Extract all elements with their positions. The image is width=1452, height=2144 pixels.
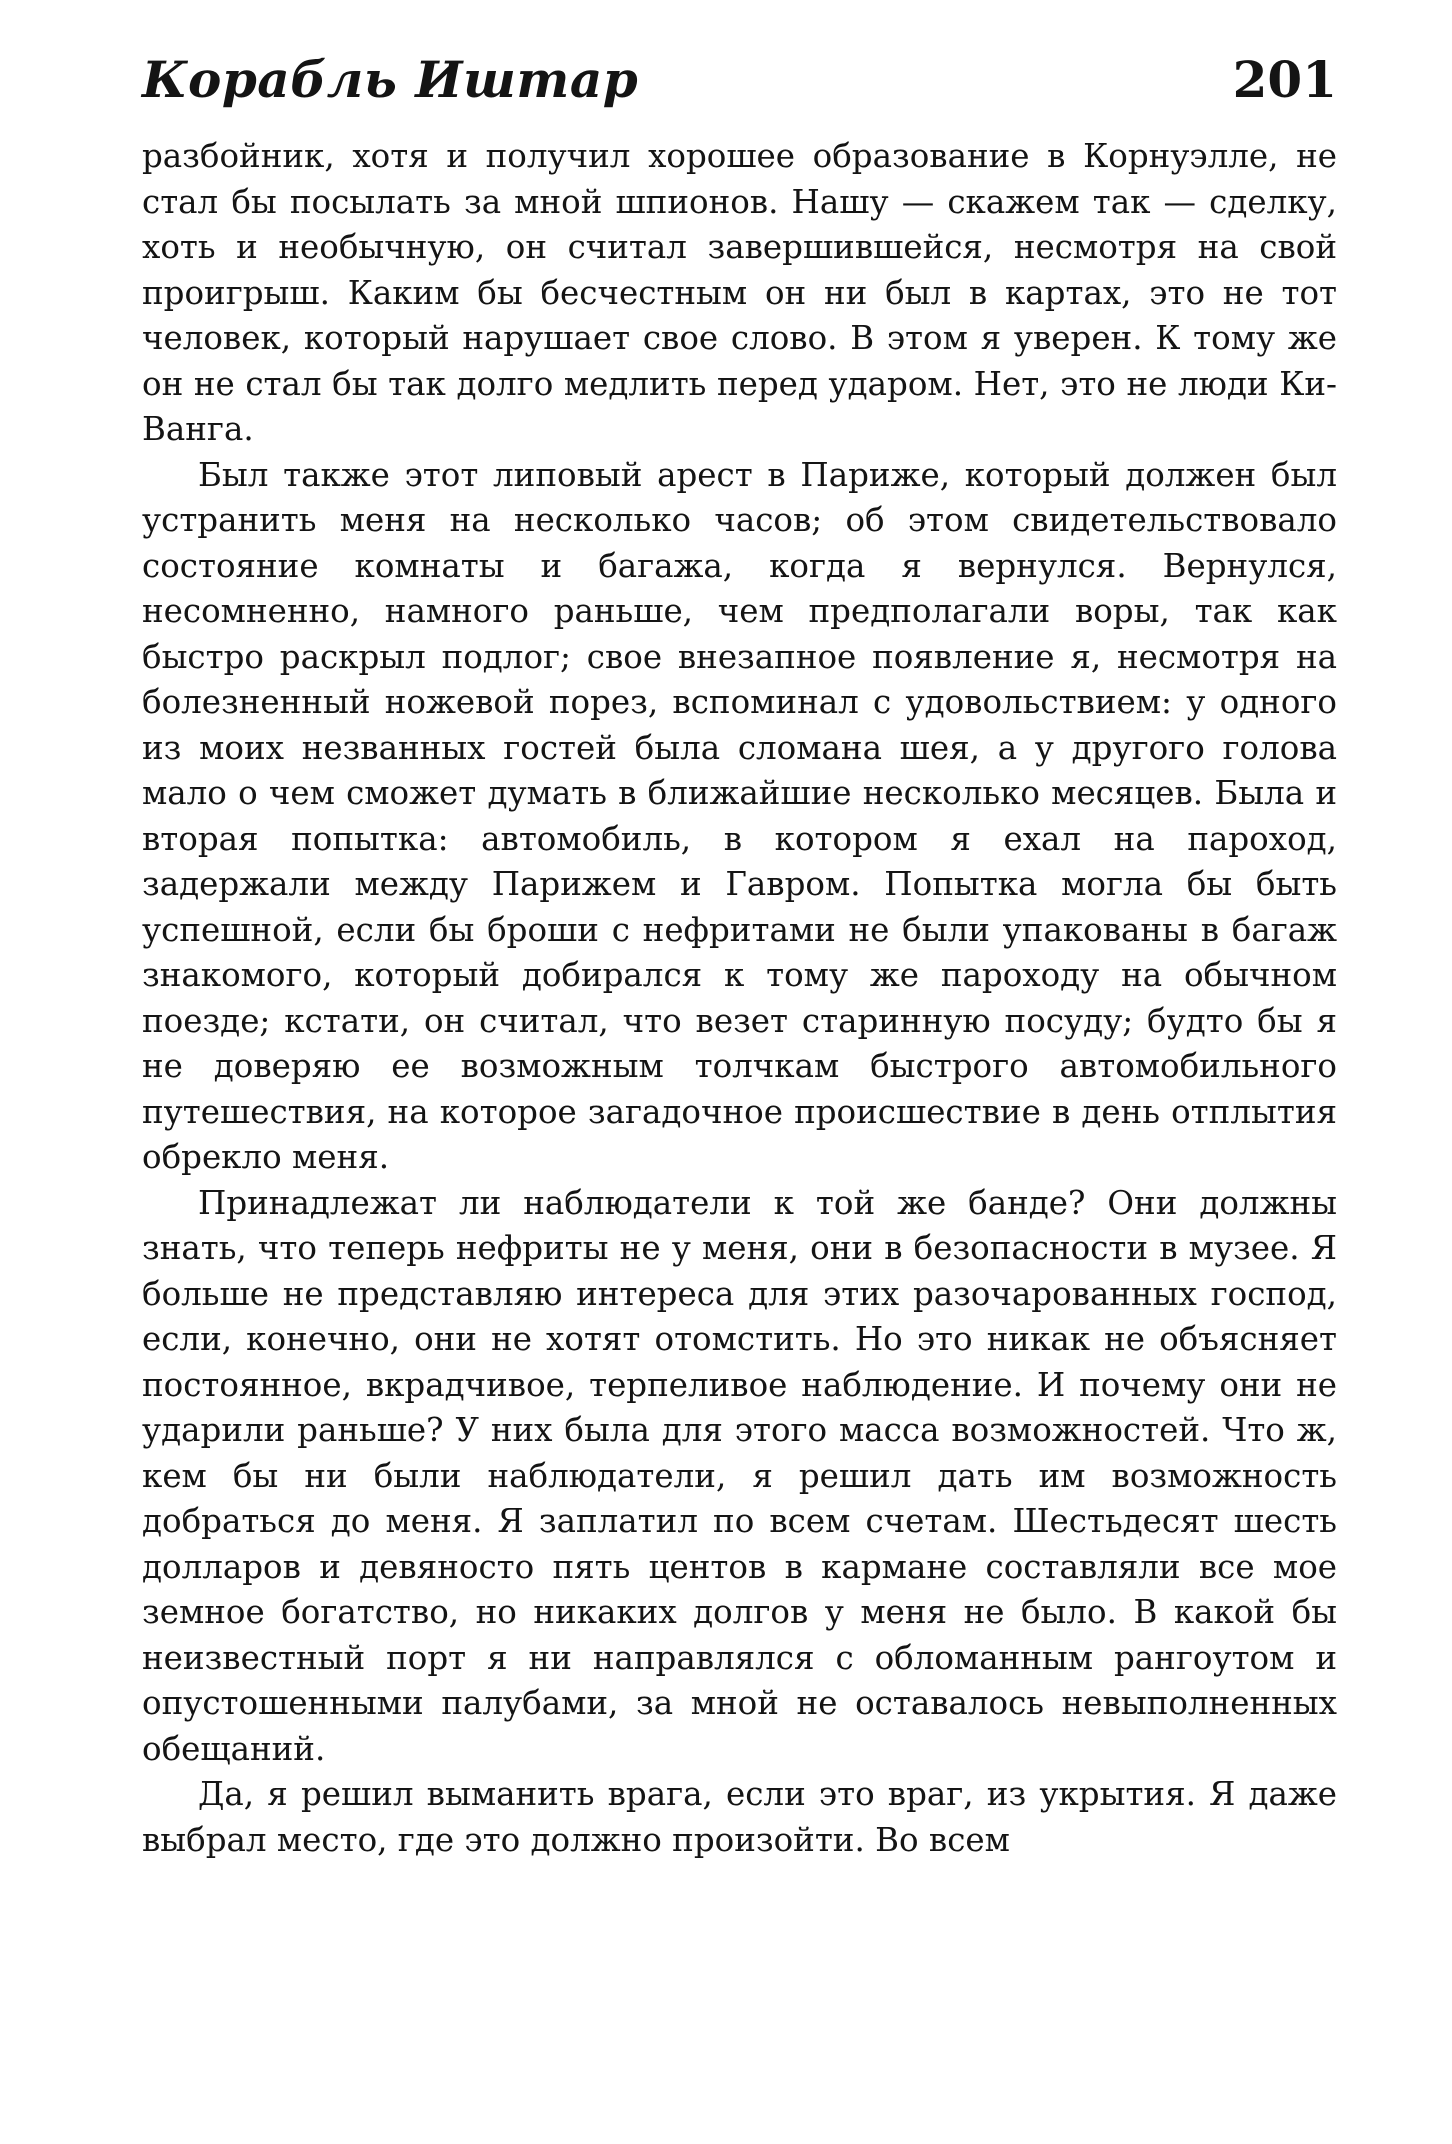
paragraph: Да, я решил выманить врага, если это враг, из укрытия. Я даже выбрал место, где это должно произойти. Во всем	[142, 1775, 1337, 1859]
paragraph: Был также этот липовый арест в Париже, который должен был устранить меня на несколько часов; об этом свидетельствовало состояние комнаты и багажа, когда я вернулся. Вернулся, несомненно, намного раньше, чем предполагали воры, так как быстро раскрыл подлог; свое внезапное появление я, несмотря на болезненный ножевой порез, вспоминал с удовольствием: у одного из моих незванных гостей была сломана шея, а у другого голова мало о чем сможет думать в ближайшие несколько месяцев. Была и вторая попытка: автомобиль, в котором я ехал на пароход, задержали между Парижем и Гавром. Попытка могла бы быть успешной, если бы броши с нефритами не были упакованы в багаж знакомого, который добирался к тому же пароходу на обычном поезде; кстати, он считал, что везет старинную посуду; будто бы я не доверяю ее возможным толчкам быстрого автомобильного путешествия, на которое загадочное происшествие в день отплытия обрекло меня.	[142, 455, 1337, 1176]
paragraph: Принадлежат ли наблюдатели к той же банде? Они должны знать, что теперь нефриты не у меня, они в безопасности в музее. Я больше не представляю интереса для этих разочарованных господ, если, конечно, они не хотят отомстить. Но это никак не объясняет постоянное, вкрадчивое, терпеливое наблюдение. И почему они не ударили раньше? У них была для этого масса возможностей. Что ж, кем бы ни были наблюдатели, я решил дать им возможность добраться до меня. Я заплатил по всем счетам. Шестьдесят шесть долларов и девяносто пять центов в кармане составляли все мое земное богатство, но никаких долгов у меня не было. В какой бы неизвестный порт я ни направлялся с обломанным рангоутом и опустошенными палубами, за мной не оставалось невыполненных обещаний.	[142, 1183, 1337, 1768]
page-header	[142, 50, 1337, 122]
body-text	[142, 134, 1337, 1863]
paragraph-continuation: разбойник, хотя и получил хорошее образование в Корнуэлле, не стал бы посылать за мной шпионов. Нашу — скажем так — сделку, хоть и необычную, он считал завершившейся, несмотря на свой проигрыш. Каким бы бесчестным он ни был в картах, это не тот человек, который нарушает свое слово. В этом я уверен. К тому же он не стал бы так долго медлить перед ударом. Нет, это не люди Ки-Ванга.	[142, 137, 1337, 448]
book-page	[142, 50, 1337, 1863]
page-number: 201	[1232, 50, 1337, 109]
running-title: Корабль Иштар	[142, 50, 639, 109]
